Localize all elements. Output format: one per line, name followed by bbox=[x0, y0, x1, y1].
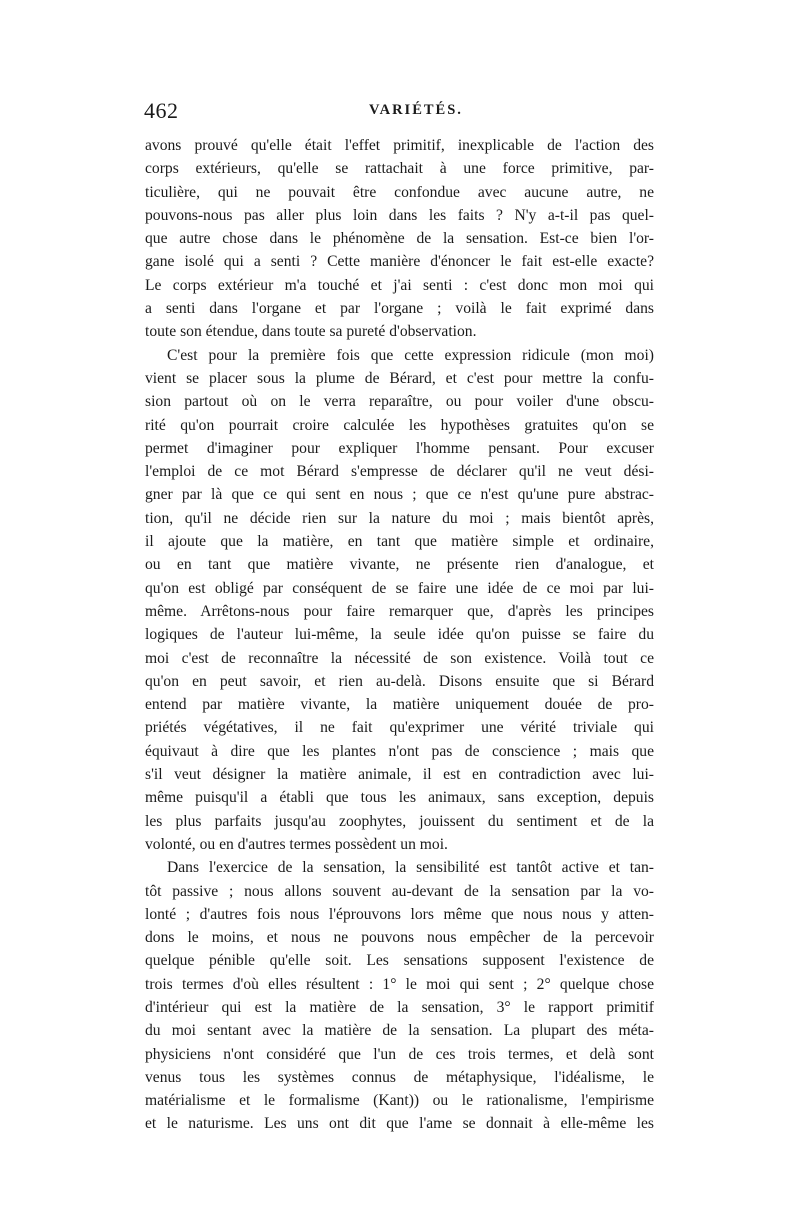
text-line: vient se placer sous la plume de Bérard, et c'est pour mettre la confu- bbox=[145, 369, 654, 387]
body-text bbox=[145, 134, 654, 1136]
text-line: priétés végétatives, il ne fait qu'exprimer une vérité triviale qui bbox=[145, 719, 654, 737]
text-line: lonté ; d'autres fois nous l'éprouvons lors même que nous nous y atten- bbox=[145, 905, 654, 923]
text-line: entend par matière vivante, la matière uniquement douée de pro- bbox=[145, 696, 654, 714]
text-line: même puisqu'il a établi que tous les animaux, sans exception, depuis bbox=[145, 789, 654, 807]
text-line: avons prouvé qu'elle était l'effet primitif, inexplicable de l'action des bbox=[145, 137, 654, 154]
text-line: les plus parfaits jusqu'au zoophytes, jouissent du sentiment et de la bbox=[145, 812, 654, 830]
text-line: sion partout où on le verra reparaître, ou pour voiler d'une obscu- bbox=[145, 393, 654, 411]
text-line: rité qu'on pourrait croire calculée les hypothèses gratuites qu'on se bbox=[145, 416, 654, 434]
text-line: corps extérieurs, qu'elle se rattachait à une force primitive, par- bbox=[145, 160, 654, 178]
text-line: ticulière, qui ne pouvait être confondue avec aucune autre, ne bbox=[145, 183, 654, 201]
text-line: permet d'imaginer pour expliquer l'homme pensant. Pour excuser bbox=[145, 439, 654, 457]
running-head: VARIÉTÉS. bbox=[369, 102, 463, 118]
text-line: tion, qu'il ne décide rien sur la nature du moi ; mais bientôt après, bbox=[145, 509, 654, 527]
text-line: gner par là que ce qui sent en nous ; que ce n'est qu'une pure abstrac- bbox=[145, 486, 654, 504]
text-line: volonté, ou en d'autres termes possèdent un moi. bbox=[145, 835, 448, 853]
text-line: logiques de l'auteur lui-même, la seule idée qu'on puisse se faire du bbox=[145, 626, 654, 644]
text-line: trois termes d'où elles résultent : 1° le moi qui sent ; 2° quelque chose bbox=[145, 975, 654, 993]
text-line: qu'on en peut savoir, et rien au-delà. Disons ensuite que si Bérard bbox=[145, 672, 654, 690]
text-line: dons le moins, et nous ne pouvons nous empêcher de la percevoir bbox=[145, 929, 654, 947]
text-line: physiciens n'ont considéré que l'un de ces trois termes, et delà sont bbox=[145, 1045, 654, 1063]
text-line: matérialisme et le formalisme (Kant)) ou le rationalisme, l'empirisme bbox=[145, 1092, 654, 1110]
text-line: Le corps extérieur m'a touché et j'ai senti : c'est donc mon moi qui bbox=[145, 276, 654, 294]
text-line: que autre chose dans le phénomène de la sensation. Est-ce bien l'or- bbox=[145, 230, 654, 248]
text-line: moi c'est de reconnaître la nécessité de son existence. Voilà tout ce bbox=[145, 649, 654, 667]
page-header bbox=[144, 98, 654, 128]
text-line: équivaut à dire que les plantes n'ont pas de conscience ; mais que bbox=[145, 742, 654, 760]
text-line: quelque pénible qu'elle soit. Les sensations supposent l'existence de bbox=[145, 952, 654, 970]
text-line: du moi sentant avec la matière de la sensation. La plupart des méta- bbox=[145, 1022, 654, 1040]
text-line: gane isolé qui a senti ? Cette manière d'énoncer le fait est-elle exacte? bbox=[145, 253, 654, 271]
text-line: même. Arrêtons-nous pour faire remarquer que, d'après les principes bbox=[145, 602, 654, 620]
text-line: qu'on est obligé par conséquent de se faire une idée de ce moi par lui- bbox=[145, 579, 654, 597]
text-line: pouvons-nous pas aller plus loin dans les faits ? N'y a-t-il pas quel- bbox=[145, 206, 654, 224]
text-line: C'est pour la première fois que cette expression ridicule (mon moi) bbox=[167, 346, 654, 364]
text-line: toute son étendue, dans toute sa pureté d'observation. bbox=[145, 323, 477, 341]
text-line: ou en tant que matière vivante, ne présente rien d'analogue, et bbox=[145, 556, 654, 574]
text-line: venus tous les systèmes connus de métaphysique, l'idéalisme, le bbox=[145, 1068, 654, 1086]
text-line: et le naturisme. Les uns ont dit que l'ame se donnait à elle-même les bbox=[145, 1115, 654, 1133]
text-line: il ajoute que la matière, en tant que matière simple et ordinaire, bbox=[145, 533, 654, 551]
page-number: 462 bbox=[144, 98, 179, 123]
text-line: Dans l'exercice de la sensation, la sensibilité est tantôt active et tan- bbox=[167, 859, 654, 877]
text-line: a senti dans l'organe et par l'organe ; voilà le fait exprimé dans bbox=[145, 300, 654, 318]
text-line: tôt passive ; nous allons souvent au-devant de la sensation par la vo- bbox=[145, 882, 654, 900]
text-line: l'emploi de ce mot Bérard s'empresse de déclarer qu'il ne veut dési- bbox=[145, 463, 654, 481]
text-line: s'il veut désigner la matière animale, il est en contradiction avec lui- bbox=[145, 766, 654, 784]
text-line: d'intérieur qui est la matière de la sensation, 3° le rapport primitif bbox=[145, 998, 654, 1016]
